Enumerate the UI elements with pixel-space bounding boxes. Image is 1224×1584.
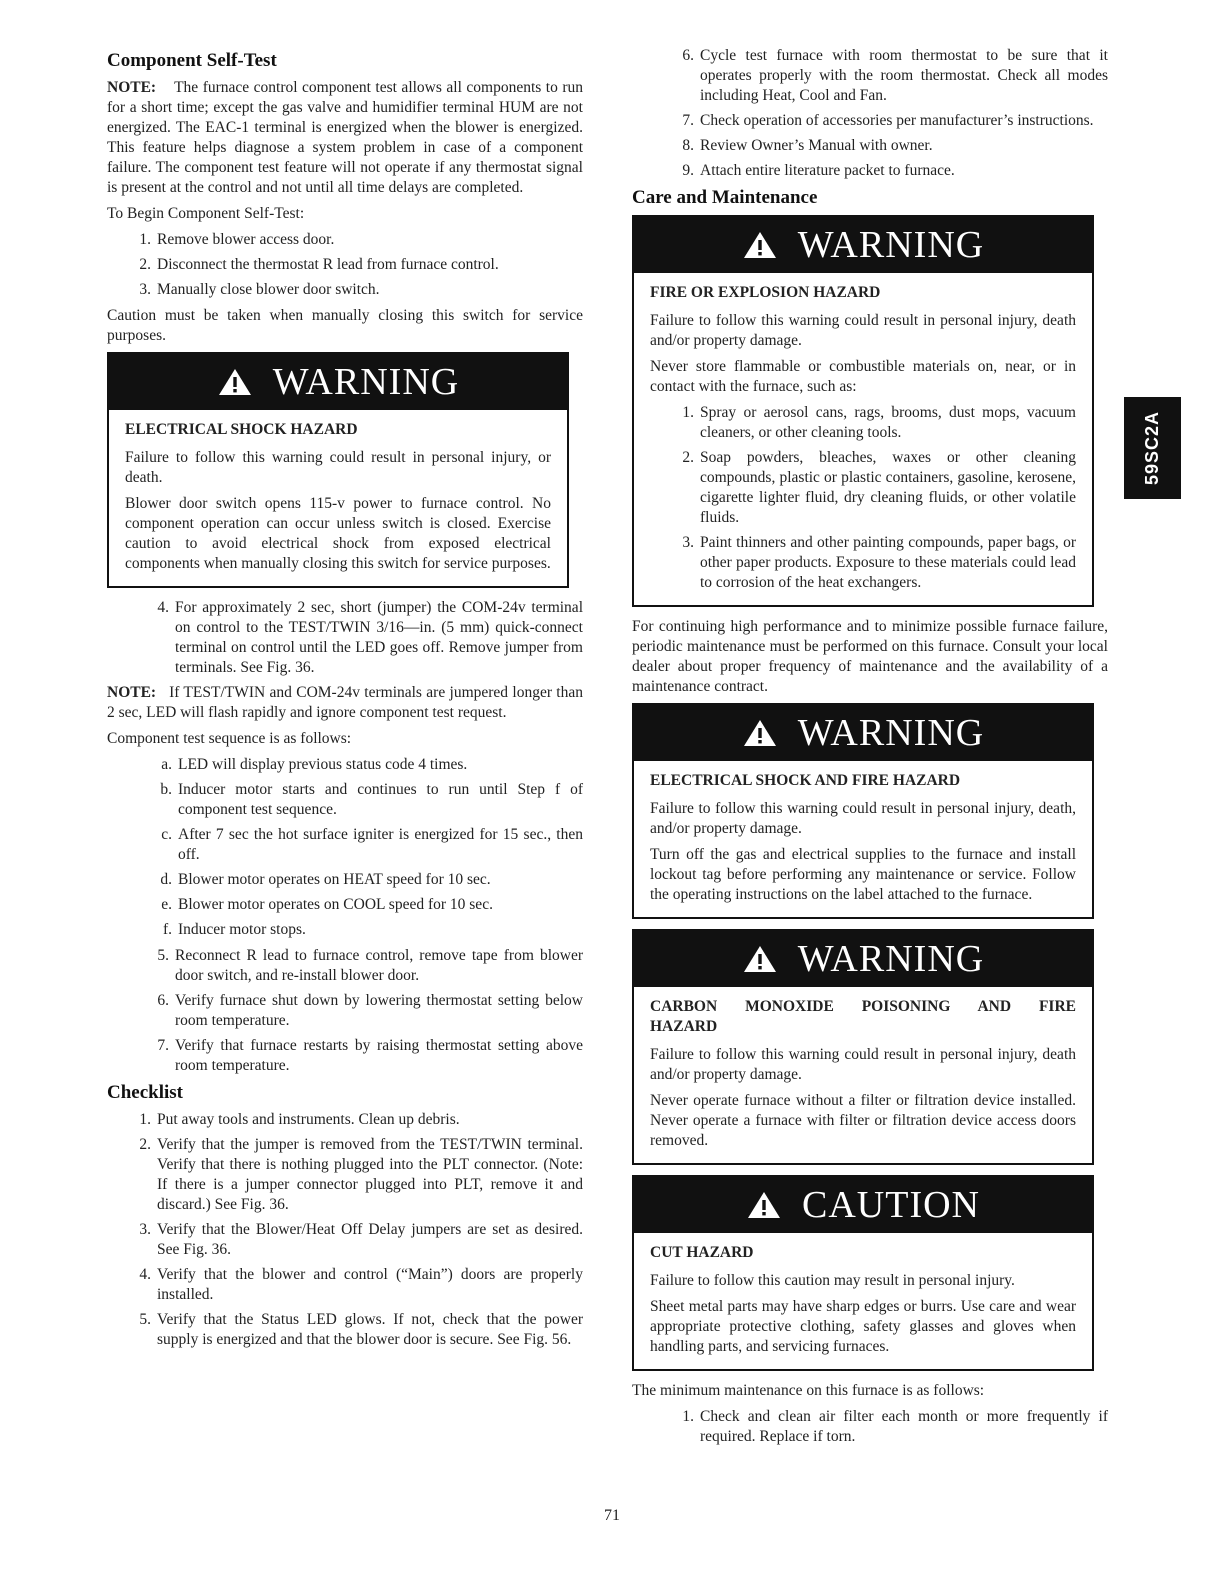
hazard-items-list bbox=[650, 403, 1076, 593]
list-item: b. Inducer motor starts and continues to run until Step f of component test sequence. bbox=[160, 781, 583, 818]
note-paragraph bbox=[107, 683, 583, 723]
warning-title: WARNING bbox=[797, 712, 985, 754]
minimum-maintenance-list bbox=[632, 1407, 1108, 1447]
warning-text: Blower door switch opens 115-v power to furnace control. No component operation can occur unless switch is closed. Exercise caution to avoid electrical shock from exposed electrical components when manually closing this switch for service purposes. bbox=[125, 495, 551, 572]
note-text: The furnace control component test allows all components to run for a short time; except the gas valve and humidifier terminal HUM are not energized. The EAC-1 terminal is energized when the blower is energized. This feature helps diagnose a system problem in case of a component failure. The component test feature will not operate if any thermostat signal is present at the control and not until all time delays are completed. bbox=[107, 79, 584, 196]
maintenance-paragraph: For continuing high performance and to minimize possible furnace failure, periodic maintenance must be performed on this furnace. Consult your local dealer about proper frequency of maintenance and the availability of a maintenance contract. bbox=[632, 618, 1108, 695]
caution-paragraph: Caution must be taken when manually closing this switch for service purposes. bbox=[107, 307, 583, 344]
list-item: 7. Verify that furnace restarts by raising thermostat setting above room temperature. bbox=[157, 1037, 583, 1074]
warning-text: Failure to follow this warning could result in personal injury, or death. bbox=[125, 449, 551, 486]
list-item: 3. Paint thinners and other painting compounds, paper bags, or other paper products. Exposure to these materials could lead to corrosion of the heat exchangers. bbox=[682, 534, 1076, 591]
sequence-intro: Component test sequence is as follows: bbox=[107, 730, 352, 747]
list-item: 1. Put away tools and instruments. Clean up debris. bbox=[139, 1111, 460, 1128]
list-item: f. Inducer motor stops. bbox=[162, 921, 306, 938]
caution-text: Sheet metal parts may have sharp edges or burrs. Use care and wear appropriate protective clothing, safety glasses and gloves when handling parts, and servicing furnaces. bbox=[650, 1298, 1076, 1355]
warning-triangle-icon bbox=[742, 230, 778, 260]
list-item: 5. Reconnect R lead to furnace control, remove tape from blower door switch, and re-install blower door. bbox=[157, 947, 583, 984]
hazard-title: CUT HAZARD bbox=[650, 1244, 754, 1261]
caution-box-cut-hazard bbox=[632, 1175, 1094, 1371]
minimum-maintenance-intro: The minimum maintenance on this furnace is as follows: bbox=[632, 1382, 985, 1399]
section-title-care: Care and Maintenance bbox=[632, 187, 818, 208]
warning-title: WARNING bbox=[797, 224, 985, 266]
list-item: 8. Review Owner’s Manual with owner. bbox=[682, 137, 933, 154]
list-item: 1. Check and clean air filter each month or more frequently if required. Replace if torn. bbox=[682, 1408, 1108, 1445]
checklist-continued bbox=[632, 46, 1108, 181]
warning-header bbox=[634, 931, 1092, 987]
list-item: 6. Verify furnace shut down by lowering thermostat setting below room temperature. bbox=[157, 992, 583, 1029]
caution-text: Failure to follow this caution may result in personal injury. bbox=[650, 1272, 1015, 1289]
caution-header bbox=[634, 1177, 1092, 1233]
list-item: 4. For approximately 2 sec, short (jumper) the COM-24v terminal on control to the TEST/TWIN 3/16—in. (5 mm) quick-connect terminal on control until the LED goes off. Remove jumper from terminals. See Fig. 36. bbox=[157, 599, 583, 676]
list-item: 2. Soap powders, bleaches, waxes or other cleaning compounds, plastic or plastic containers, gasoline, kerosene, cigarette lighter fluid, dry cleaning fluids, or other volatile fluids. bbox=[682, 449, 1076, 526]
list-item: 7. Check operation of accessories per manufacturer’s instructions. bbox=[682, 112, 1094, 129]
note-paragraph bbox=[107, 78, 583, 198]
list-item: 3. Manually close blower door switch. bbox=[139, 281, 380, 298]
list-item: 5. Verify that the Status LED glows. If not, check that the power supply is energized and that the blower door is secure. See Fig. 56. bbox=[139, 1311, 583, 1348]
warning-text: Turn off the gas and electrical supplies to the furnace and install lockout tag before performing any maintenance or service. Follow the operating instructions on the label attached to the furnace. bbox=[650, 846, 1076, 903]
list-item: d. Blower motor operates on HEAT speed for 10 sec. bbox=[160, 871, 491, 888]
warning-box-electrical-shock bbox=[107, 352, 569, 588]
list-item: 2. Verify that the jumper is removed from the TEST/TWIN terminal. Verify that there is nothing plugged into the PLT connector. (Note: If there is a jumper connector plugged into PLT, remove it and discard.) See Fig. 36. bbox=[139, 1136, 583, 1213]
hazard-title: ELECTRICAL SHOCK HAZARD bbox=[125, 421, 358, 438]
list-item: a. LED will display previous status code 4 times. bbox=[161, 756, 468, 773]
warning-header bbox=[109, 354, 567, 410]
warning-header bbox=[634, 217, 1092, 273]
list-item: 2. Disconnect the thermostat R lead from furnace control. bbox=[139, 256, 499, 273]
later-steps-list bbox=[107, 946, 583, 1076]
sequence-list bbox=[107, 755, 583, 940]
begin-steps-list bbox=[107, 230, 583, 300]
list-item: 3. Verify that the Blower/Heat Off Delay jumpers are set as desired. See Fig. 36. bbox=[139, 1221, 583, 1258]
hazard-title: ELECTRICAL SHOCK AND FIRE HAZARD bbox=[650, 772, 961, 789]
note-label: NOTE: bbox=[107, 79, 157, 96]
caution-title: CAUTION bbox=[802, 1184, 980, 1226]
list-item: 9. Attach entire literature packet to furnace. bbox=[682, 162, 955, 179]
begin-intro: To Begin Component Self-Test: bbox=[107, 205, 305, 222]
hazard-title: FIRE OR EXPLOSION HAZARD bbox=[650, 284, 881, 301]
warning-box-fire-explosion bbox=[632, 215, 1094, 607]
hazard-title: CARBON MONOXIDE POISONING AND FIRE HAZARD bbox=[650, 998, 1076, 1035]
warning-triangle-icon bbox=[217, 367, 253, 397]
model-code: 59SC2A bbox=[1142, 410, 1163, 486]
list-item: e. Blower motor operates on COOL speed for 10 sec. bbox=[161, 896, 493, 913]
warning-triangle-icon bbox=[746, 1190, 782, 1220]
note-label: NOTE: bbox=[107, 684, 157, 701]
warning-title: WARNING bbox=[272, 361, 460, 403]
list-item: 1. Remove blower access door. bbox=[139, 231, 335, 248]
right-column bbox=[632, 46, 1108, 1453]
list-item: 4. Verify that the blower and control (“Main”) doors are properly installed. bbox=[139, 1266, 583, 1303]
warning-box-carbon-monoxide bbox=[632, 929, 1094, 1165]
warning-header bbox=[634, 705, 1092, 761]
list-item: c. After 7 sec the hot surface igniter is energized for 15 sec., then off. bbox=[161, 826, 583, 863]
checklist-list bbox=[107, 1110, 583, 1350]
list-item: 6. Cycle test furnace with room thermostat to be sure that it operates properly with the room thermostat. Check all modes including Heat, Cool and Fan. bbox=[682, 47, 1108, 104]
warning-triangle-icon bbox=[742, 718, 778, 748]
warning-box-shock-fire bbox=[632, 703, 1094, 919]
warning-text: Never store flammable or combustible materials on, near, or in contact with the furnace, such as: bbox=[650, 358, 1076, 395]
list-item: 1. Spray or aerosol cans, rags, brooms, dust mops, vacuum cleaners, or other cleaning tools. bbox=[682, 404, 1076, 441]
warning-text: Failure to follow this warning could result in personal injury, death, and/or property damage. bbox=[650, 800, 1076, 837]
warning-title: WARNING bbox=[797, 938, 985, 980]
note-text: If TEST/TWIN and COM-24v terminals are jumpered longer than 2 sec, LED will flash rapidly and ignore component test request. bbox=[107, 684, 583, 721]
page-number: 71 bbox=[604, 1507, 620, 1524]
warning-text: Never operate furnace without a filter or filtration device installed. Never operate a furnace with filter or filtration device access doors removed. bbox=[650, 1092, 1076, 1149]
model-side-tab bbox=[1124, 397, 1181, 499]
warning-text: Failure to follow this warning could result in personal injury, death and/or property damage. bbox=[650, 1046, 1076, 1083]
section-title-checklist: Checklist bbox=[107, 1082, 183, 1103]
left-column bbox=[107, 46, 583, 1356]
warning-triangle-icon bbox=[742, 944, 778, 974]
warning-text: Failure to follow this warning could result in personal injury, death and/or property damage. bbox=[650, 312, 1076, 349]
section-title-self-test: Component Self-Test bbox=[107, 50, 277, 71]
